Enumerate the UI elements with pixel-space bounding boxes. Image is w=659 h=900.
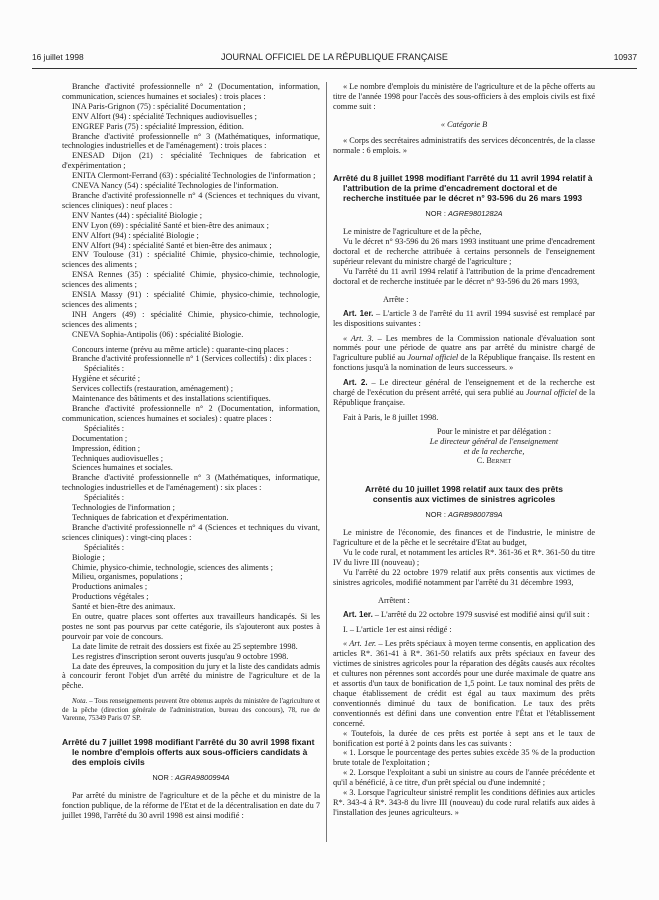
nota-note: [62, 697, 320, 723]
nor-reference: [333, 209, 595, 219]
body-paragraph: Branche d'activité professionnelle n° 2 (Documentation, information, communication, sciences humaines et sociales) : quatre places :: [62, 404, 320, 423]
body-paragraph: CNEVA Sophia-Antipolis (06) : spécialité Biologie.: [72, 329, 244, 339]
body-paragraph: INH Angers (49) : spécialité Chimie, physico-chimie, technologie, sciences des aliments ;: [62, 309, 320, 329]
body-paragraph: Par arrêté du ministre de l'agriculture et de la pêche et du ministre de la fonction publique, de la réforme de l'Etat et de la décentralisation en date du 7 juillet 1998, l'arrêté du 30 avril 1998 est ainsi modifié :: [62, 790, 320, 820]
article-1: [333, 309, 595, 329]
body-paragraph: « Toutefois, la durée de ces prêts est portée à sept ans et le taux de bonification est porté à 2 points dans les cas suivants :: [333, 728, 595, 748]
body-paragraph: Santé et bien-être des animaux.: [72, 602, 176, 612]
nota-label: Nota.: [72, 697, 88, 706]
body-paragraph: Techniques de fabrication et d'expérimentation.: [72, 512, 229, 522]
body-paragraph: Branche d'activité professionnelle n° 3 (Mathématiques, informatique, technologies industrielles et de l'aménagement) : six places :: [62, 473, 320, 493]
nor-label: NOR :: [152, 773, 175, 783]
body-paragraph: Impression, édition ;: [72, 443, 141, 453]
body-paragraph: Branche d'activité professionnelle n° 4 (Sciences et techniques du vivant, sciences cliniques) : vingt-cinq places :: [62, 522, 320, 542]
body-paragraph: INA Paris-Grignon (75) : spécialité Documentation ;: [72, 101, 246, 111]
article-text: de la République française. Ils restent en fonctions jusqu'à la nomination de leurs successeurs. »: [333, 353, 596, 373]
article-label: « Art. 1er.: [343, 639, 377, 649]
article-text: de la République française.: [333, 388, 595, 407]
item-1: I. – L'article 1er est ainsi rédigé :: [343, 624, 452, 634]
body-paragraph: Chimie, physico-chimie, technologie, sciences des aliments ;: [72, 562, 273, 572]
nor-code: AGRE9801282A: [447, 209, 503, 219]
right-column: [333, 82, 595, 818]
journal-title: JOURNAL OFFICIEL DE LA RÉPUBLIQUE FRANÇAISE: [221, 52, 448, 62]
page-header: [32, 50, 637, 66]
article-2: [333, 378, 595, 408]
body-paragraph: Branche d'activité professionnelle n° 3 (Mathématiques, informatique, technologies industrielles et de l'aménagement) : trois places :: [62, 131, 320, 151]
body-paragraph: Spécialités :: [84, 423, 125, 433]
body-paragraph: ENV Alfort (94) : spécialité Santé et bien-être des animaux ;: [72, 240, 272, 250]
body-paragraph: ENSA Rennes (35) : spécialité Chimie, physico-chimie, technologie, sciences des aliments ;: [62, 270, 320, 290]
body-paragraph: ENGREF Paris (75) : spécialité Impression, édition.: [72, 121, 244, 131]
header-date: 16 juillet 1998: [32, 52, 84, 62]
body-paragraph: Le ministre de l'économie, des finances et de l'industrie, le ministre de l'agriculture et de la pêche et le secrétaire d'Etat au budget,: [333, 528, 595, 548]
left-column: [62, 82, 320, 821]
article-label: Art. 2.: [343, 378, 368, 388]
article-text: – Les prêts spéciaux à moyen terme consentis, en application des articles R*. 361-41 à R*. 361-50 relatifs aux prêts spéciaux en faveur des victimes de sinistres agricoles pour la réparation des dégâts causés aux récoltes et cultures non pérennes sont accordés pour une durée maximale de quatre ans et assortis d'un taux de bonification de 1,5 point. Le taux nominal des prêts de chaque établissement de crédit est égal au taux maximum des prêts conventionnés diminué du taux de bonification. Le taux des prêts conventionnés est défini dans une convention entre l'État et l'établissement concerné.: [333, 639, 595, 728]
body-paragraph: En outre, quatre places sont offertes aux travailleurs handicapés. Si les postes ne sont pas pourvus par cette catégorie, ils s'ajouteront aux postes à pourvoir par voie de concours.: [62, 612, 320, 641]
journal-officiel-ref: Journal officiel: [407, 353, 459, 363]
arrete-title: Arrêté du 7 juillet 1998 modifiant l'arrêté du 30 avril 1998 fixant le nombre d'emplois offerts aux sous-officiers candidats à des emplois civils: [62, 737, 315, 768]
nor-reference: [62, 773, 320, 783]
nota-text: – Tous renseignements peuvent être obtenus auprès du ministère de l'agriculture et de la pêche (direction générale de l'administration, bureau des concours), 78, rue de Varenne, 75349 Paris 07 SP.: [62, 697, 320, 723]
body-paragraph: ENESAD Dijon (21) : spécialité Techniques de fabrication et d'expérimentation ;: [62, 151, 320, 171]
arrete-title: Arrêté du 8 juillet 1998 modifiant l'arrêté du 11 avril 1994 relatif à l'attribution de la prime d'encadrement doctoral et de recherche instituée par le décret n° 93-596 du 26 mars 1993: [333, 173, 593, 204]
journal-officiel-ref: Journal officiel: [525, 388, 577, 398]
body-paragraph: Sciences humaines et sociales.: [72, 463, 173, 473]
article-text: – L'article 3 de l'arrêté du 11 avril 1994 susvisé est remplacé par les dispositions suivantes :: [333, 308, 595, 328]
body-paragraph: Spécialités :: [84, 364, 125, 374]
body-paragraph: Branche d'activité professionnelle n° 2 (Documentation, information, communication, sciences humaines et sociales) : trois places :: [62, 82, 320, 101]
body-paragraph: Biologie ;: [72, 552, 105, 562]
nor-label: NOR :: [425, 510, 448, 520]
signature-line: Pour le ministre et par délégation :: [436, 426, 552, 436]
signature-block: [393, 427, 595, 467]
right-tail-paragraphs: [333, 729, 595, 818]
body-paragraph: Productions végétales ;: [72, 592, 149, 602]
body-paragraph: Spécialités :: [84, 493, 125, 503]
nor-code: AGRA9800994A: [174, 773, 230, 783]
body-paragraph: « 2. Lorsque l'exploitant a subi un sinistre au cours de l'année précédente et qu'il a bénéficié, à ce titre, d'un prêt spécial ou d'une indemnité ;: [333, 768, 595, 788]
left-paragraphs: [62, 82, 320, 691]
article-text: – Le directeur général de l'enseignement et de la recherche est chargé de l'exécution du présent arrêté, qui sera publié au: [333, 378, 595, 398]
body-paragraph: « 1. Lorsque le pourcentage des pertes subies excède 35 % de la production brute totale de l'exploitation ;: [333, 748, 595, 768]
body-paragraph: ENV Alfort (94) : spécialité Techniques audiovisuelles ;: [72, 111, 257, 121]
body-paragraph: ENV Lyon (69) : spécialité Santé et bien-être des animaux ;: [72, 220, 269, 230]
signature-role: et de la recherche,: [463, 446, 525, 456]
article-1-quote: [333, 639, 595, 728]
body-paragraph: Technologies de l'information ;: [72, 503, 175, 513]
done-at: Fait à Paris, le 8 juillet 1998.: [343, 412, 439, 422]
body-paragraph: Le ministre de l'agriculture et de la pêche,: [343, 227, 482, 237]
body-paragraph: Branche d'activité professionnelle n° 1 (Services collectifs) : dix places :: [72, 354, 312, 364]
body-paragraph: ENV Toulouse (31) : spécialité Chimie, physico-chimie, technologie, sciences des aliments ;: [62, 250, 320, 270]
body-paragraph: La date des épreuves, la composition du jury et la liste des candidats admis à concourir feront l'objet d'un arrêté du ministre de l'agriculture et de la pêche.: [62, 661, 320, 691]
column-divider: [326, 82, 327, 842]
body-paragraph: Milieu, organismes, populations ;: [72, 572, 183, 582]
article-3-quote: [333, 334, 595, 374]
body-paragraph: Hygiène et sécurité ;: [72, 374, 141, 384]
body-paragraph: ENV Alfort (94) : spécialité Biologie ;: [72, 230, 199, 240]
body-paragraph: « 3. Lorsque l'agriculteur sinistré remplit les conditions définies aux articles R*. 343-4 à R*. 343-8 du livre III (nouveau) du code rural relatifs aux aides à l'installation des jeunes agriculteurs. »: [333, 788, 595, 817]
article-label: Art. 1er.: [343, 308, 374, 318]
body-paragraph: Productions animales ;: [72, 582, 148, 592]
article-text: – L'arrêté du 22 octobre 1979 susvisé est modifié ainsi qu'il suit :: [372, 609, 590, 619]
body-paragraph: ENSIA Massy (91) : spécialité Chimie, physico-chimie, technologie, sciences des aliments ;: [62, 290, 320, 309]
page-number: 10937: [613, 52, 637, 62]
body-paragraph: Vu le code rural, et notamment les articles R*. 361-36 et R*. 361-50 du titre IV du livre III (nouveau) ;: [333, 548, 595, 567]
nor-code: AGRB9800789A: [447, 510, 503, 520]
article-label: « Art. 3.: [343, 333, 374, 343]
nor-label: NOR :: [425, 209, 448, 219]
signatory-name: C. Bernet: [476, 456, 512, 466]
signature-role: Le directeur général de l'enseignement: [429, 436, 559, 446]
arrete-word: Arrêtent :: [378, 595, 410, 605]
body-paragraph: « Le nombre d'emplois du ministère de l'agriculture et de la pêche offerts au titre de l'année 1998 pour l'accès des sous-officiers à des emplois civils est fixé comme suit :: [333, 82, 595, 111]
body-paragraph: Spécialités :: [84, 542, 125, 552]
category-heading: [333, 120, 595, 130]
body-paragraph: ENITA Clermont-Ferrand (63) : spécialité Technologies de l'information ;: [72, 171, 316, 181]
body-paragraph: Vu l'arrêté du 22 octobre 1979 relatif aux prêts consentis aux victimes de sinistres agricoles, modifié notamment par l'arrêté du 31 décembre 1993,: [333, 567, 595, 587]
category-label: « Catégorie B: [440, 119, 488, 129]
body-paragraph: Services collectifs (restauration, aménagement) ;: [72, 384, 234, 394]
body-paragraph: Vu le décret n° 93-596 du 26 mars 1993 instituant une prime d'encadrement doctoral et de recherche attribuée à certains personnels de l'enseignement supérieur relevant du ministre chargé de l'agriculture ;: [333, 237, 595, 267]
body-paragraph: Maintenance des bâtiments et des installations scientifiques.: [72, 394, 271, 404]
article-1: [333, 610, 595, 620]
header-rule: [32, 68, 637, 69]
body-paragraph: Documentation ;: [72, 433, 128, 443]
body-paragraph: CNEVA Nancy (54) : spécialité Technologies de l'information.: [72, 181, 279, 191]
article-text: – Les membres de la Commission nationale d'évaluation sont nommés pour une période de quatre ans par arrêté du ministre chargé de l'agriculture publié au: [333, 333, 595, 363]
arrete-title: Arrêté du 10 juillet 1998 relatif aux taux des prêts consentis aux victimes de sinistres agricoles: [365, 484, 563, 505]
body-paragraph: « Corps des secrétaires administratifs des services déconcentrés, de la classe normale : 6 emplois. »: [333, 135, 595, 155]
article-label: Art. 1er.: [343, 609, 373, 619]
body-paragraph: Vu l'arrêté du 11 avril 1994 relatif à l'attribution de la prime d'encadrement doctoral et de recherche instituée par le décret n° 93-596 du 26 mars 1993,: [333, 266, 595, 286]
body-paragraph: Branche d'activité professionnelle n° 4 (Sciences et techniques du vivant, sciences cliniques) : neuf places :: [62, 190, 320, 210]
body-paragraph: Techniques audiovisuelles ;: [72, 453, 164, 463]
nor-reference: [333, 510, 595, 520]
body-paragraph: La date limite de retrait des dossiers est fixée au 25 septembre 1998.: [72, 641, 298, 651]
arrete-word: Arrête :: [383, 294, 409, 304]
body-paragraph: Concours interne (prévu au même article) : quarante-cinq places :: [72, 344, 289, 354]
body-paragraph: Les registres d'inscription seront ouverts jusqu'au 9 octobre 1998.: [72, 651, 289, 661]
body-paragraph: ENV Nantes (44) : spécialité Biologie ;: [72, 210, 202, 220]
